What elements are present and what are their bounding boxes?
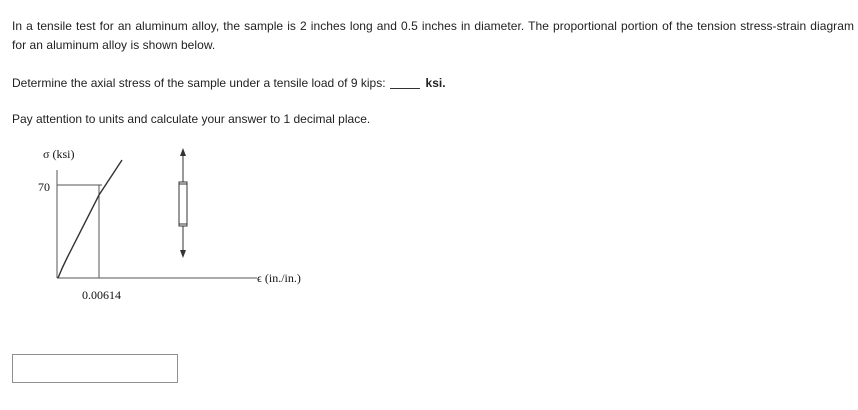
specimen-icon xyxy=(179,148,187,258)
question-prompt xyxy=(12,75,446,91)
instruction-note: Pay attention to units and calculate your answer to 1 decimal place. xyxy=(12,112,371,126)
prompt-text: Determine the axial stress of the sample under a tensile load of 9 kips: xyxy=(12,76,386,90)
y-tick-label: 70 xyxy=(38,180,50,194)
stress-strain-curve xyxy=(58,160,122,278)
x-tick-label: 0.00614 xyxy=(82,288,121,302)
answer-input[interactable] xyxy=(12,354,178,383)
answer-blank xyxy=(390,76,420,89)
x-axis-label: ϵ (in./in.) xyxy=(257,271,301,285)
stress-strain-diagram xyxy=(30,142,330,312)
prompt-unit: ksi. xyxy=(425,76,446,90)
y-axis-label: σ (ksi) xyxy=(43,147,75,161)
question-text: In a tensile test for an aluminum alloy, the sample is 2 inches long and 0.5 inches in diameter. The proportional portion of the tension stress-strain diagram for an aluminum alloy is shown below. xyxy=(12,19,854,52)
